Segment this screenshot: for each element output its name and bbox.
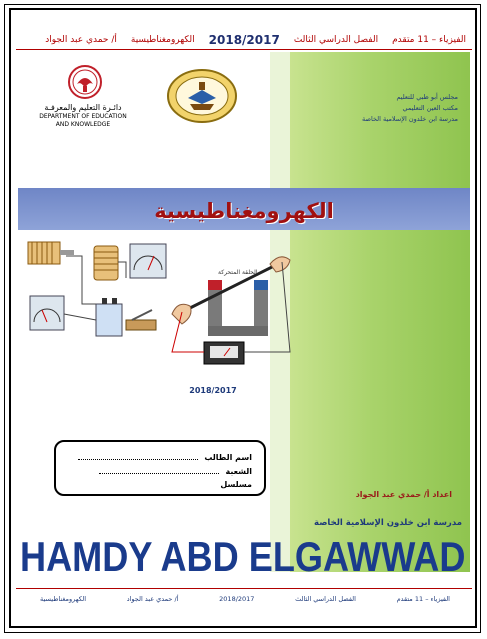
footer-divider bbox=[16, 588, 472, 589]
serial-label: مسلسل bbox=[220, 480, 252, 489]
logo-english-line-1: DEPARTMENT OF EDUCATION bbox=[39, 113, 127, 120]
document-title: الكهرومغناطيسية bbox=[154, 199, 334, 223]
school-name: مدرسة ابن خلدون الإسلامية الخاصة bbox=[314, 518, 462, 528]
year-label: 2018/2017 bbox=[189, 386, 237, 395]
battery-icon bbox=[96, 298, 122, 336]
section-label: الشعبة bbox=[225, 467, 252, 476]
logo-arabic-text: دائـرة التعليم والمعرفـة bbox=[44, 103, 122, 112]
footer-teacher: أ/ حمدي عبد الجواد bbox=[126, 595, 179, 603]
illustration-label: الحلقة المتحركة bbox=[218, 269, 258, 276]
logo-english-line-2: AND KNOWLEDGE bbox=[55, 121, 111, 128]
header-term: الفصل الدراسي الثالث bbox=[293, 35, 379, 45]
galvanometer-icon bbox=[130, 244, 166, 278]
section-field[interactable] bbox=[99, 466, 219, 474]
switch-icon bbox=[126, 310, 156, 330]
ammeter-icon bbox=[204, 342, 244, 364]
header-year: 2018/2017 bbox=[208, 33, 280, 47]
student-name-label: اسم الطالب bbox=[204, 453, 252, 462]
serial-row bbox=[220, 480, 252, 489]
student-name-field[interactable] bbox=[78, 452, 198, 460]
student-name-row bbox=[78, 452, 252, 462]
header-topic: الكهرومغناطيسية bbox=[130, 35, 195, 45]
author-banner-name: HAMDY ABD ELGAWWAD bbox=[20, 533, 466, 580]
horseshoe-magnet-icon bbox=[208, 280, 268, 336]
meter-icon bbox=[30, 296, 64, 330]
header-teacher: أ/ حمدي عبد الجواد bbox=[45, 35, 117, 45]
falcon-emblem-icon bbox=[67, 64, 103, 100]
school-badge-icon bbox=[166, 68, 238, 124]
student-info-box bbox=[54, 440, 266, 496]
institution-block bbox=[300, 92, 458, 125]
institution-line-1: مجلس أبو ظبي للتعليم bbox=[396, 93, 458, 101]
logo-english-text bbox=[28, 113, 138, 129]
footer-course: الفيزياء – 11 متقدم bbox=[396, 595, 450, 603]
institution-line-3: مدرسة ابن خلدون الإسلامية الخاصة bbox=[361, 115, 458, 123]
electromagnetism-illustration bbox=[22, 234, 294, 372]
footer-line bbox=[40, 592, 450, 606]
header-divider bbox=[16, 49, 472, 50]
institution-line-2: مكتب العين التعليمي bbox=[402, 104, 458, 112]
footer-term: الفصل الدراسي الثالث bbox=[295, 595, 356, 603]
section-row bbox=[99, 466, 252, 476]
prepared-by: اعداد أ/ حمدي عبد الجواد bbox=[355, 490, 452, 499]
second-coil-icon bbox=[94, 246, 118, 280]
header-course: الفيزياء – 11 متقدم bbox=[392, 35, 466, 45]
header-line bbox=[16, 31, 466, 49]
hand-icon bbox=[172, 257, 290, 324]
footer-year: 2018/2017 bbox=[219, 595, 255, 603]
solenoid-coil-icon bbox=[28, 242, 74, 264]
footer-topic: الكهرومغناطيسية bbox=[40, 595, 87, 603]
